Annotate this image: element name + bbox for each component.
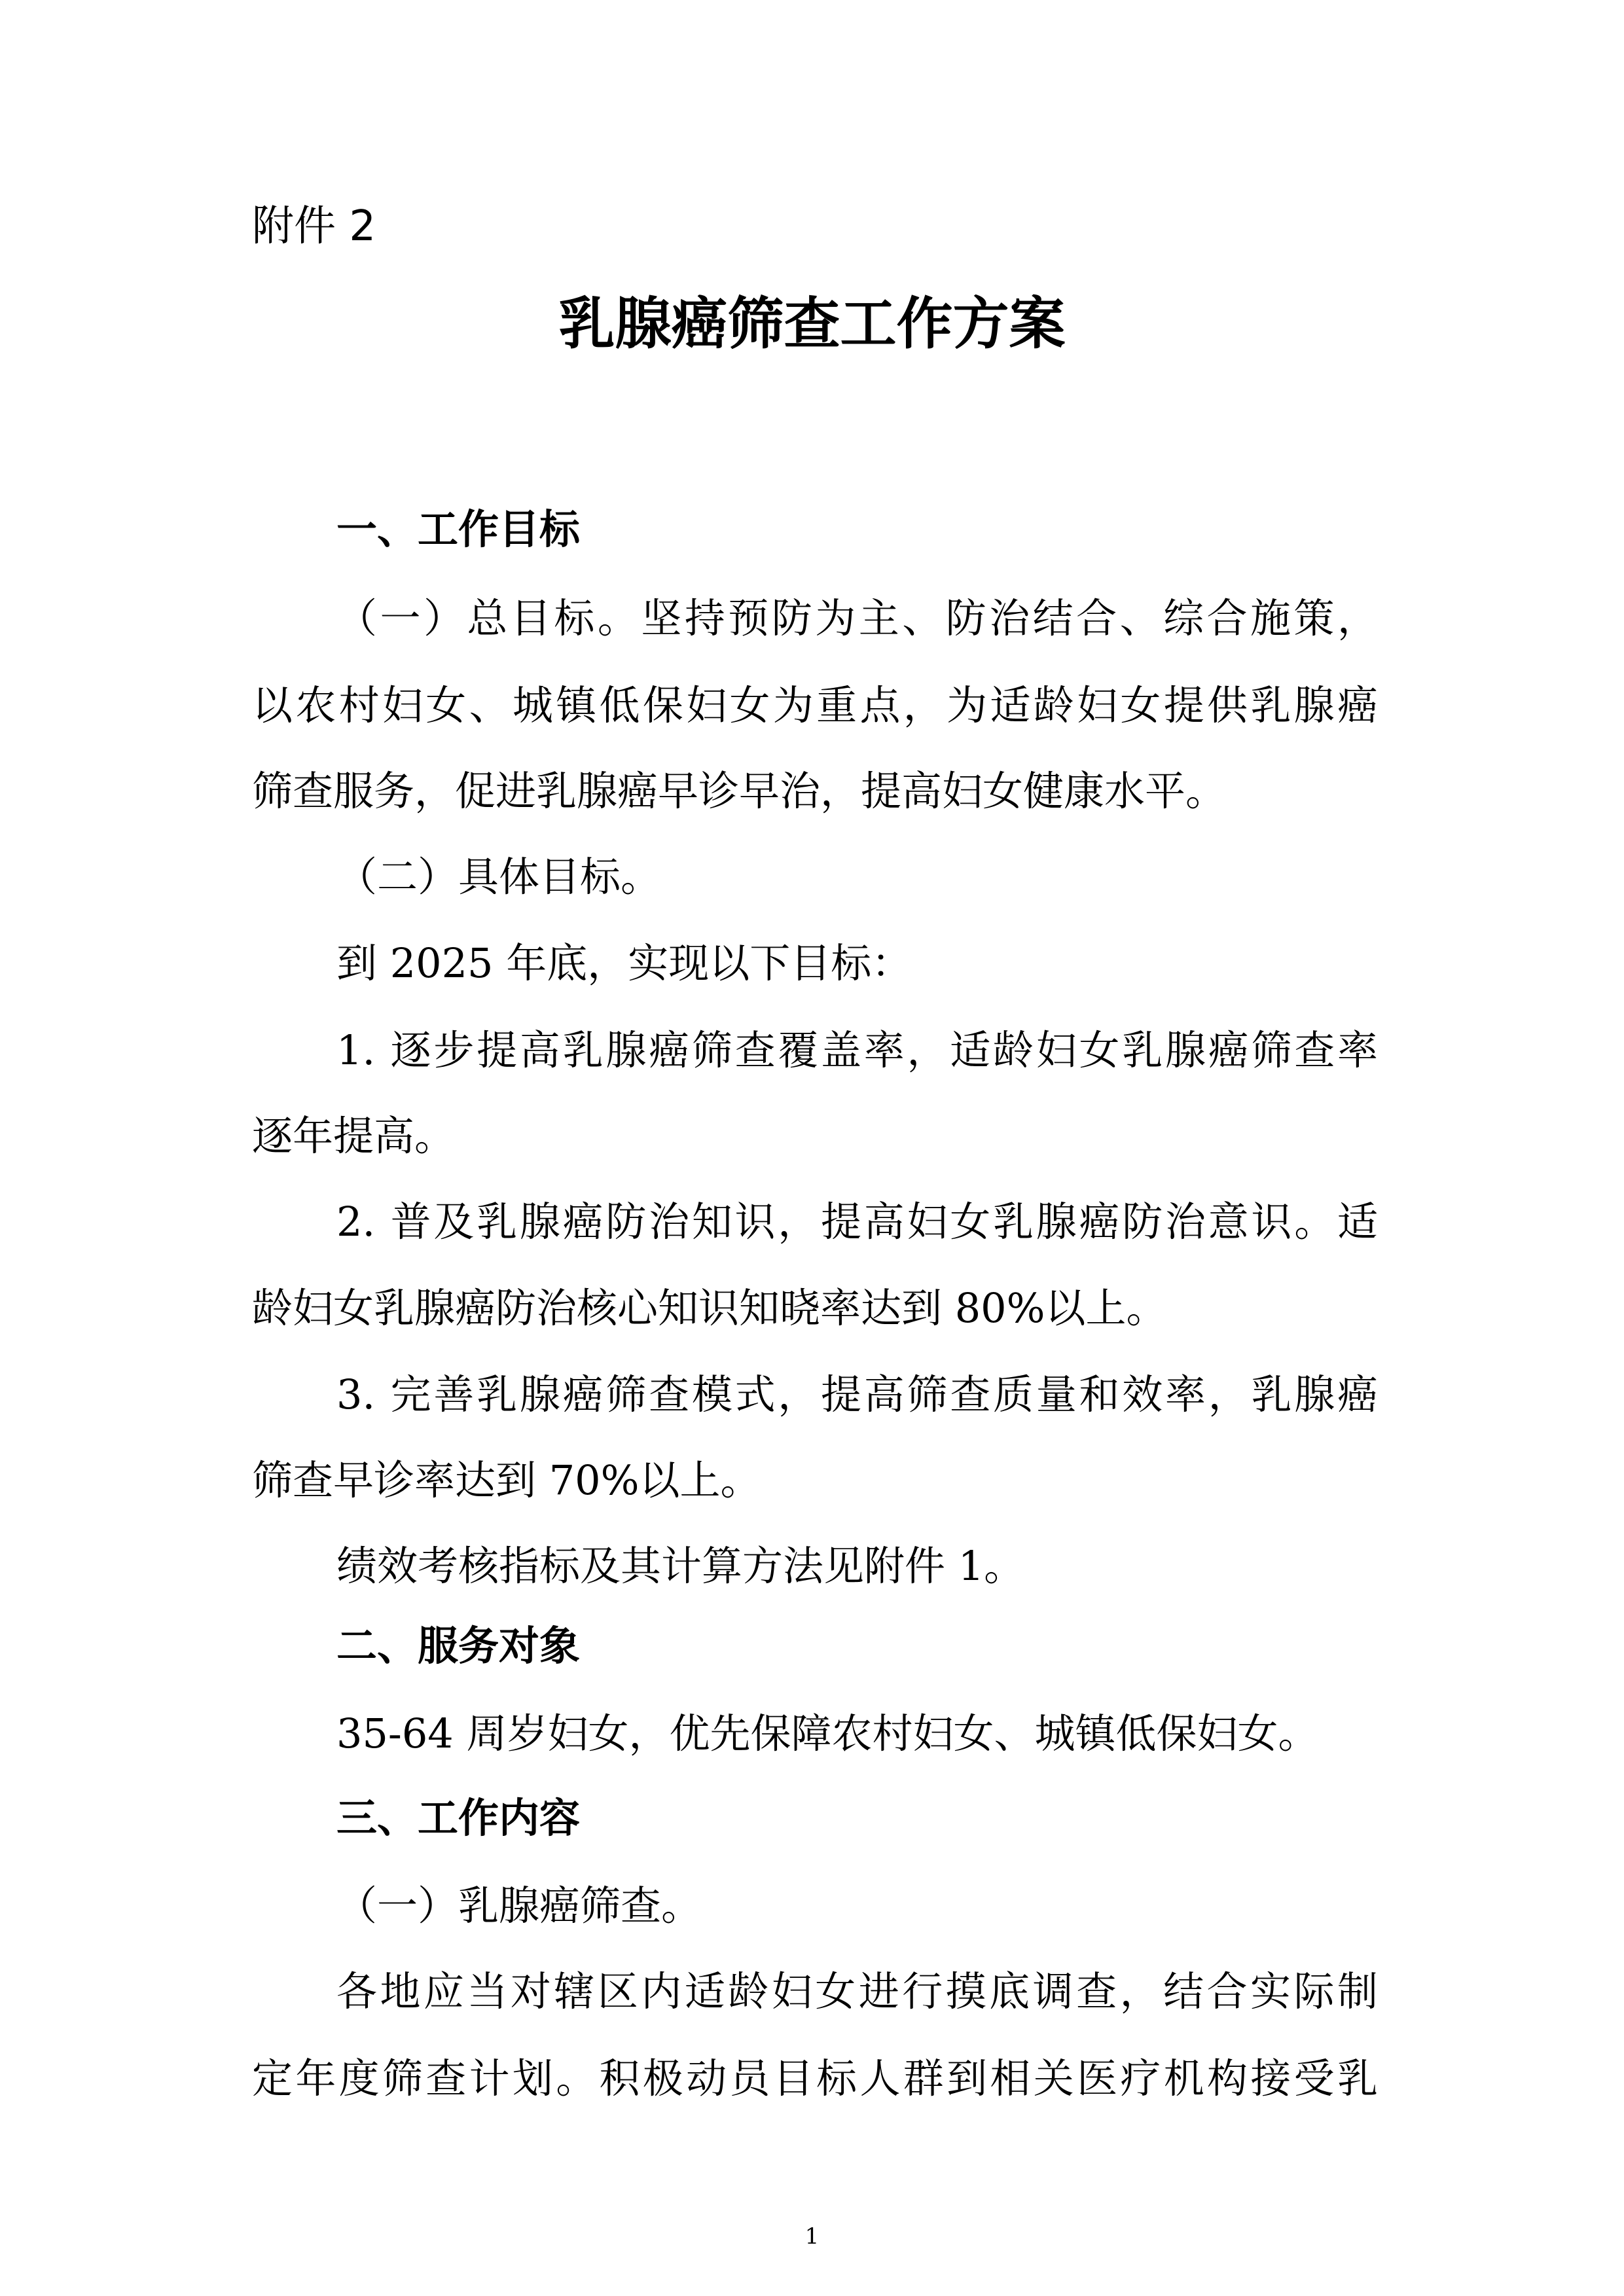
paragraph-line: （一）总目标。坚持预防为主、防治结合、综合施策， [336,594,1378,642]
section-heading-service-targets: 二、服务对象 [336,1622,581,1670]
paragraph-line: 到 2025 年底，实现以下目标： [336,939,912,987]
list-item-line: 1. 逐步提高乳腺癌筛查覆盖率，适龄妇女乳腺癌筛查率 [336,1026,1378,1074]
paragraph-line: 绩效考核指标及其计算方法见附件 1。 [336,1542,1025,1590]
paragraph-line: 以农村妇女、城镇低保妇女为重点，为适龄妇女提供乳腺癌 [252,681,1378,729]
list-item-line: 逐年提高。 [252,1112,456,1160]
list-item-line: 3. 完善乳腺癌筛查模式，提高筛查质量和效率，乳腺癌 [336,1371,1378,1418]
document-title: 乳腺癌筛查工作方案 [558,291,1066,357]
section-heading-work-goals: 一、工作目标 [336,505,581,553]
attachment-label: 附件 2 [252,202,376,251]
paragraph-line: 定年度筛查计划。积极动员目标人群到相关医疗机构接受乳 [252,2054,1378,2102]
list-item-line: 龄妇女乳腺癌防治核心知识知晓率达到 80%以上。 [252,1284,1167,1332]
list-item-line: 2. 普及乳腺癌防治知识，提高妇女乳腺癌防治意识。适 [336,1198,1378,1246]
list-item-line: 筛查早诊率达到 70%以上。 [252,1456,761,1504]
subheading-breast-cancer-screening: （一）乳腺癌筛查。 [336,1882,702,1929]
page-number: 1 [804,2223,820,2250]
subheading-specific-goals: （二）具体目标。 [336,853,662,901]
paragraph-line: 筛查服务，促进乳腺癌早诊早治，提高妇女健康水平。 [252,767,1227,815]
section-heading-work-content: 三、工作内容 [336,1794,581,1842]
paragraph-line: 35-64 周岁妇女，优先保障农村妇女、城镇低保妇女。 [336,1710,1319,1757]
paragraph-line: 各地应当对辖区内适龄妇女进行摸底调查，结合实际制 [336,1967,1378,2015]
